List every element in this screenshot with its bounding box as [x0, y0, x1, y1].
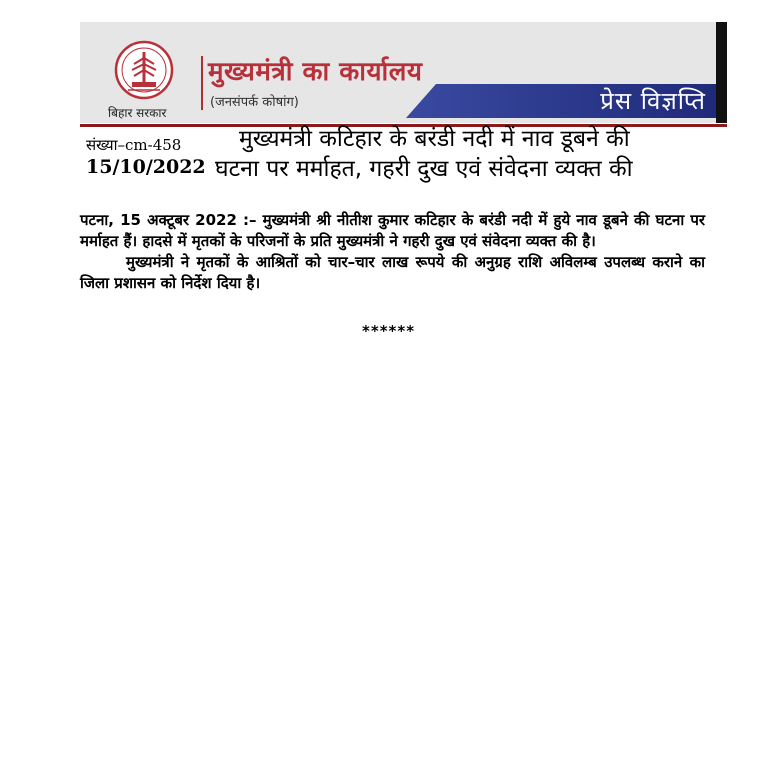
headline-line-1: मुख्यमंत्री कटिहार के बरंडी नदी में नाव डूबने की	[239, 126, 630, 152]
header-divider	[201, 56, 203, 110]
paragraph-1: पटना, 15 अक्टूबर 2022 :– मुख्यमंत्री श्री नीतीश कुमार कटिहार के बरंडी नदी में हुये नाव डूबने की घटना पर मर्माहत हैं। हादसे में मृतकों के परिजनों के प्रति मुख्यमंत्री ने गहरी दुख एवं संवेदना व्यक्त की है।	[80, 211, 705, 250]
press-body	[80, 210, 705, 294]
headline-line-2: घटना पर मर्माहत, गहरी दुख एवं संवेदना व्यक्त की	[215, 156, 633, 182]
press-release-label: प्रेस विज्ञप्ति	[600, 87, 706, 115]
reference-date: 15/10/2022	[86, 156, 206, 178]
paragraph-2: मुख्यमंत्री ने मृतकों के आश्रितों को चार–चार लाख रूपये की अनुग्रह राशि अविलम्ब उपलब्ध कराने का जिला प्रशासन को निर्देश दिया है।	[80, 253, 705, 292]
office-title: मुख्यमंत्री का कार्यालय	[208, 57, 423, 87]
reference-number: संख्या–cm-458	[86, 136, 182, 154]
headline	[215, 124, 705, 184]
end-mark: ******	[362, 322, 416, 340]
bihar-emblem-icon	[114, 40, 174, 102]
letterhead	[80, 22, 727, 123]
office-subtitle: (जनसंपर्क कोषांग)	[210, 95, 299, 110]
emblem-label: बिहार सरकार	[108, 106, 167, 120]
